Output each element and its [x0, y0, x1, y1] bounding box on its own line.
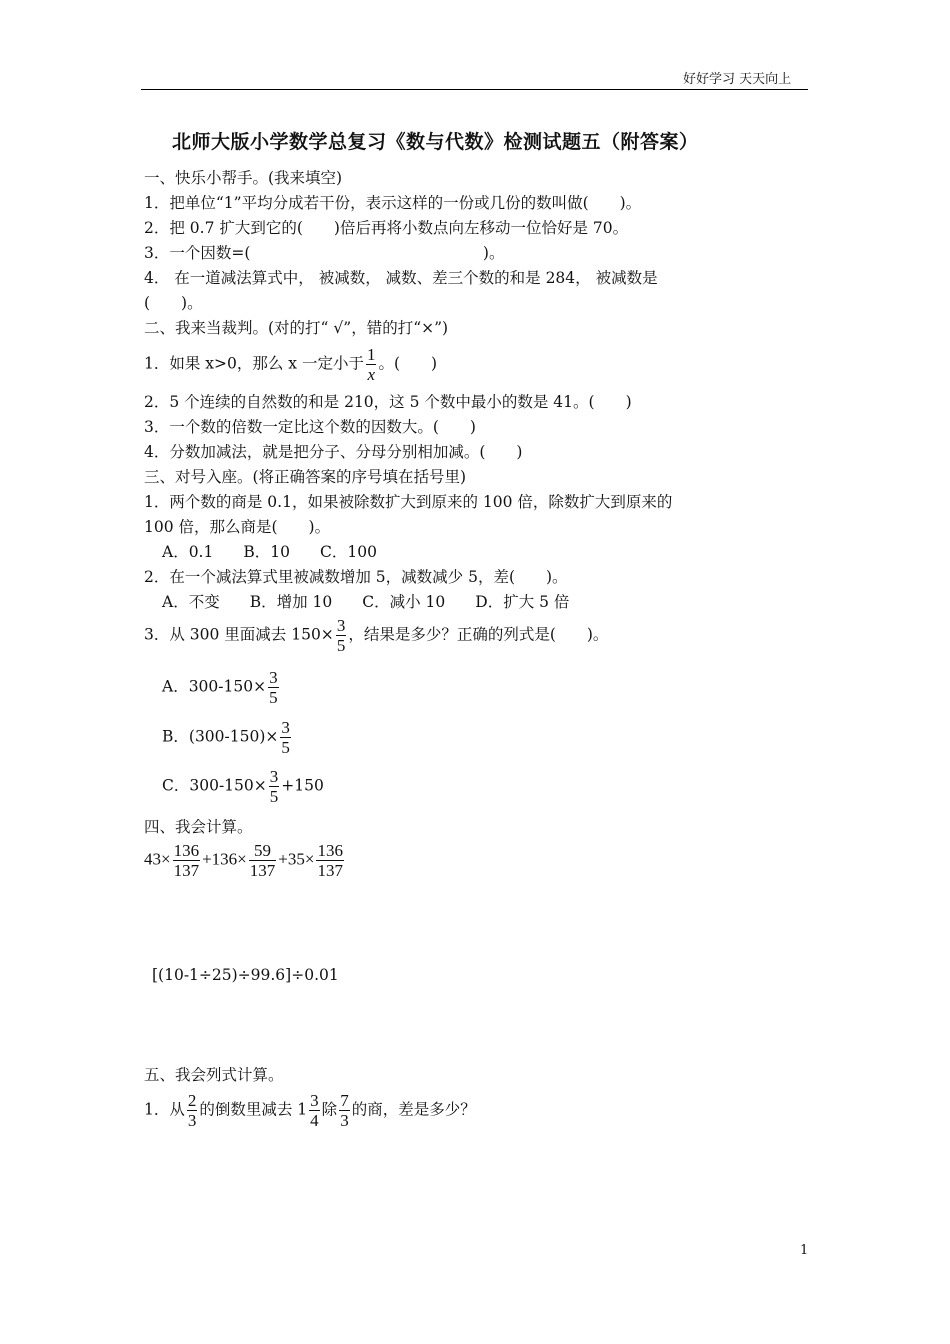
- section1-q1: 1．把单位“1”平均分成若干份，表示这样的一份或几份的数叫做( )。: [144, 194, 642, 212]
- section4-expr1: [144, 841, 346, 880]
- option-b-label: B．(300-150)×: [162, 727, 279, 746]
- section2-q1-blank: 。( ): [378, 354, 438, 373]
- fraction: [173, 841, 201, 880]
- section2-q3: 3．一个数的倍数一定比这个数的因数大。( ): [144, 418, 476, 436]
- fraction: [366, 345, 377, 384]
- section2-q2: 2．5 个连续的自然数的和是 210，这 5 个数中最小的数是 41。( ): [144, 393, 632, 411]
- option-c: C．减小 10: [362, 593, 446, 611]
- section1-heading: 一、快乐小帮手。(我来填空): [144, 169, 343, 187]
- option-b: B．增加 10: [249, 593, 333, 611]
- section3-q3-option-b: [162, 718, 293, 757]
- fraction-numerator: 3: [336, 616, 346, 635]
- option-c-tail: +150: [281, 776, 324, 795]
- option-c: C．100: [319, 543, 377, 561]
- fraction-denominator: 3: [187, 1111, 197, 1130]
- fraction-numerator: 59: [249, 841, 277, 861]
- section3-q1-options: [162, 542, 407, 562]
- section5-q1-prefix: 1．从: [144, 1100, 185, 1119]
- fraction-denominator: 137: [249, 861, 276, 880]
- section1-q4-line1: 4． 在一道减法算式中， 被减数， 减数、差三个数的和是 284， 被减数是: [144, 269, 658, 287]
- fraction-denominator: 5: [269, 688, 278, 707]
- section3-q1-line1: 1．两个数的商是 0.1，如果被除数扩大到原来的 100 倍，除数扩大到原来的: [144, 493, 673, 511]
- fraction: [249, 841, 277, 880]
- fraction-denominator: x: [367, 365, 375, 384]
- page-number: 1: [800, 1243, 809, 1258]
- option-b: B．10: [243, 543, 290, 561]
- option-a: A．不变: [162, 593, 220, 611]
- fraction-numerator: 136: [173, 841, 200, 860]
- section3-q2-options: [162, 592, 599, 612]
- fraction: [187, 1091, 198, 1130]
- section4-heading: 四、我会计算。: [144, 818, 253, 836]
- fraction-numerator: 3: [310, 1091, 319, 1110]
- section3-q1-line2: 100 倍，那么商是( )。: [144, 518, 331, 536]
- section3-q2: 2．在一个减法算式里被减数增加 5，减数减少 5，差( )。: [144, 568, 568, 586]
- section3-q3: [144, 616, 608, 655]
- fraction: [336, 616, 347, 655]
- section5-q1-mid2: 除: [321, 1100, 338, 1119]
- fraction: [280, 718, 291, 757]
- fraction-numerator: 7: [340, 1091, 349, 1110]
- fraction-denominator: 4: [310, 1111, 319, 1130]
- page-title: 北师大版小学数学总复习《数与代数》检测试题五（附答案）: [172, 131, 699, 153]
- fraction-denominator: 5: [336, 636, 346, 655]
- fraction-denominator: 5: [281, 738, 290, 757]
- option-d: D．扩大 5 倍: [475, 593, 570, 611]
- option-c-label: C．300-150×: [162, 776, 267, 795]
- fraction-numerator: 1: [366, 345, 376, 364]
- fraction: [316, 841, 344, 880]
- fraction-numerator: 2: [187, 1091, 197, 1110]
- section5-q1-suffix: 的商，差是多少？: [351, 1100, 476, 1119]
- section3-q3-text: 3．从 300 里面减去 150×: [144, 625, 334, 644]
- fraction-denominator: 137: [317, 861, 343, 880]
- section5-heading: 五、我会列式计算。: [144, 1066, 284, 1084]
- fraction-numerator: 3: [269, 767, 279, 786]
- fraction: [269, 767, 280, 806]
- section1-q3: 3．一个因数=( )。: [144, 244, 505, 262]
- section4-expr2: [(10-1÷25)÷99.6]÷0.01: [152, 966, 339, 984]
- fraction: [309, 1091, 320, 1130]
- fraction-denominator: 137: [173, 861, 200, 880]
- section5-q1-mid1: 的倒数里减去 1: [199, 1100, 308, 1119]
- section3-q3-tail: ，结果是多少？正确的列式是( )。: [348, 625, 609, 644]
- fraction-denominator: 5: [269, 787, 279, 806]
- section1-q4-line2: ( )。: [144, 294, 203, 312]
- header-divider: [141, 89, 808, 90]
- section5-q1: [144, 1091, 476, 1130]
- expr1-part3: +35×: [278, 849, 315, 869]
- fraction-numerator: 3: [269, 668, 278, 687]
- section2-q4: 4．分数加减法，就是把分子、分母分别相加减。( ): [144, 443, 523, 461]
- section2-heading: 二、我来当裁判。(对的打“ √”，错的打“×”): [144, 319, 449, 337]
- expr1-part2: +136×: [202, 849, 247, 869]
- section3-heading: 三、对号入座。(将正确答案的序号填在括号里): [144, 468, 467, 486]
- section2-q1: [144, 345, 437, 384]
- fraction-numerator: 136: [317, 841, 343, 860]
- section3-q3-option-c: [162, 767, 324, 806]
- section2-q1-text: 1．如果 x>0，那么 x 一定小于: [144, 354, 364, 373]
- fraction-numerator: 3: [281, 718, 290, 737]
- expr1-part1: 43×: [144, 849, 171, 869]
- fraction-denominator: 3: [340, 1111, 349, 1130]
- option-a-label: A．300-150×: [162, 677, 267, 696]
- section1-q2: 2．把 0.7 扩大到它的( )倍后再将小数点向左移动一位恰好是 70。: [144, 219, 629, 237]
- fraction: [268, 668, 279, 707]
- section3-q3-option-a: [162, 668, 281, 707]
- fraction: [339, 1091, 350, 1130]
- header-motto: 好好学习 天天向上: [683, 72, 792, 87]
- option-a: A．0.1: [162, 543, 214, 561]
